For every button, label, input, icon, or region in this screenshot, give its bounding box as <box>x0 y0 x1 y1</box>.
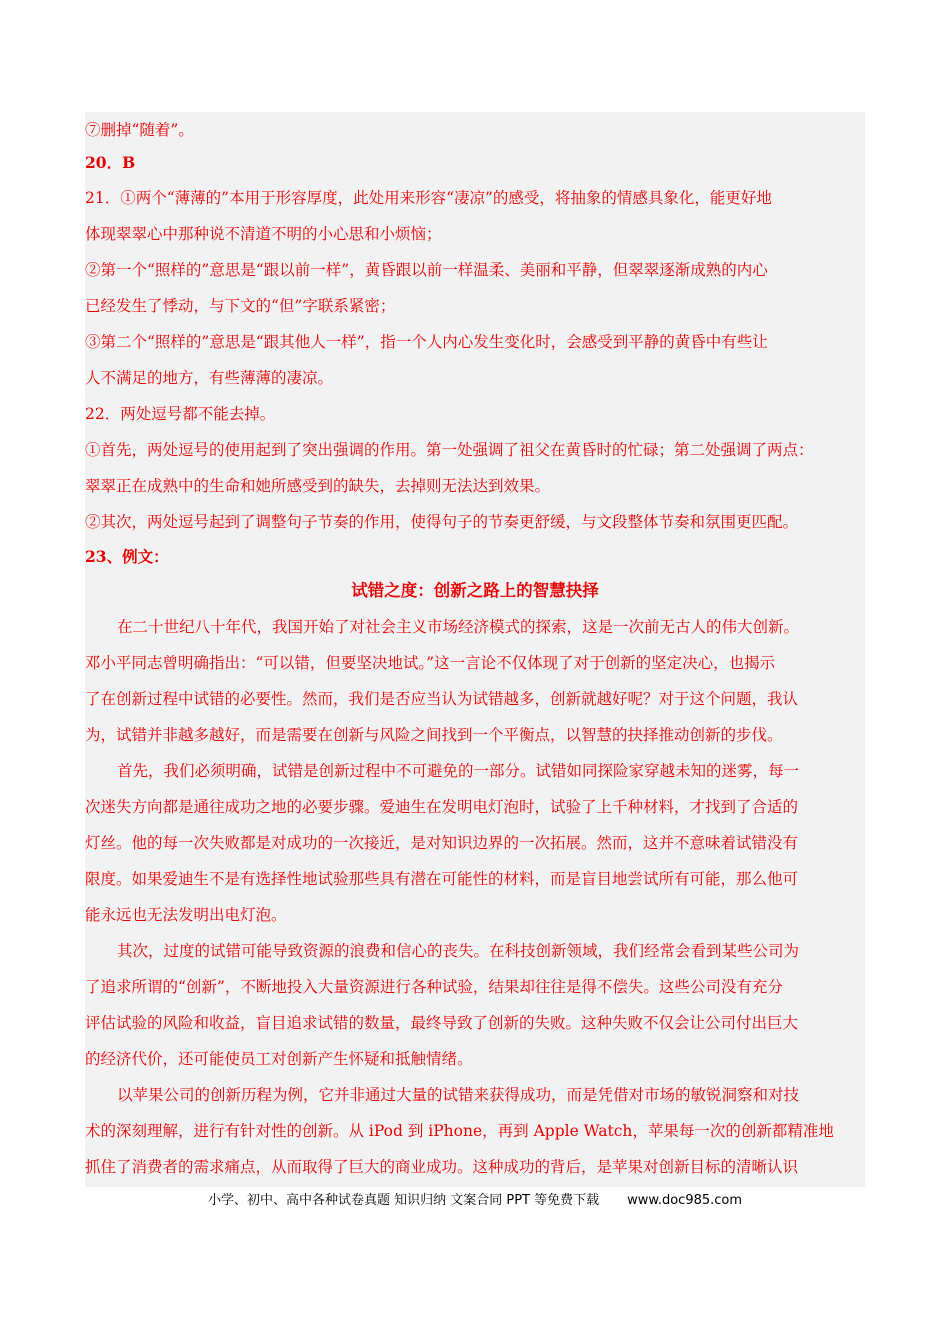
essay-line: 首先，我们必须明确，试错是创新过程中不可避免的一部分。试错如同探险家穿越未知的迷雾，每一 <box>117 762 800 780</box>
answer-21-line: 体现翠翠心中那种说不清道不明的小心思和小烦恼； <box>85 225 442 243</box>
answer-22-line: ②其次，两处逗号起到了调整句子节奏的作用，使得句子的节奏更舒缓，与文段整体节奏和氛围更匹配。 <box>85 513 799 531</box>
essay-line: 抓住了消费者的需求痛点，从而取得了巨大的商业成功。这种成功的背后，是苹果对创新目标的清晰认识 <box>85 1158 799 1176</box>
answer-21-line: ②第一个“照样的”意思是“跟以前一样”，黄昏跟以前一样温柔、美丽和平静，但翠翠逐渐成熟的内心 <box>85 261 768 279</box>
answer-line: ⑦删掉“随着”。 <box>85 121 194 139</box>
essay-line: 为，试错并非越多越好，而是需要在创新与风险之间找到一个平衡点，以智慧的抉择推动创新的步伐。 <box>85 726 783 744</box>
essay-line: 邓小平同志曾明确指出：“可以错，但要坚决地试。”这一言论不仅体现了对于创新的坚定决心，也揭示 <box>85 654 776 672</box>
essay-title: 试错之度：创新之路上的智慧抉择 <box>351 581 599 600</box>
essay-line: 评估试验的风险和收益，盲目追求试错的数量，最终导致了创新的失败。这种失败不仅会让公司付出巨大 <box>85 1014 799 1032</box>
essay-line: 的经济代价，还可能使员工对创新产生怀疑和抵触情绪。 <box>85 1050 473 1068</box>
essay-line: 其次，过度的试错可能导致资源的浪费和信心的丧失。在科技创新领域，我们经常会看到某些公司为 <box>117 942 800 960</box>
page-footer <box>0 1192 950 1210</box>
essay-line: 了在创新过程中试错的必要性。然而，我们是否应当认为试错越多，创新就越好呢？对于这个问题，我认 <box>85 690 799 708</box>
answer-22-line: ①首先，两处逗号的使用起到了突出强调的作用。第一处强调了祖父在黄昏时的忙碌；第二处强调了两点： <box>85 441 814 459</box>
essay-line: 灯丝。他的每一次失败都是对成功的一次接近，是对知识边界的一次拓展。然而，这并不意味着试错没有 <box>85 834 799 852</box>
answer-22: 22．两处逗号都不能去掉。 <box>85 405 276 423</box>
answer-21-line: 21．①两个“薄薄的”本用于形容厚度，此处用来形容“凄凉”的感受，将抽象的情感具象化，能更好地 <box>85 189 772 207</box>
essay-line: 能永远也无法发明出电灯泡。 <box>85 906 287 924</box>
answer-21-line: 人不满足的地方，有些薄薄的凄凉。 <box>85 369 334 387</box>
essay-line: 了追求所谓的“创新”，不断地投入大量资源进行各种试验，结果却往往是得不偿失。这些公司没有充分 <box>85 978 783 996</box>
essay-line: 以苹果公司的创新历程为例，它并非通过大量的试错来获得成功，而是凭借对市场的敏锐洞察和对技 <box>117 1086 800 1104</box>
footer-text: 小学、初中、高中各种试卷真题 知识归纳 文案合同 PPT 等免费下载 <box>207 1193 600 1208</box>
answer-21-line: 已经发生了悸动，与下文的“但”字联系紧密； <box>85 297 396 315</box>
essay-line: 术的深刻理解，进行有针对性的创新。从 iPod 到 iPhone，再到 Apple Watch，苹果每一次的创新都精准地 <box>85 1122 834 1140</box>
answer-20: 20．B <box>85 153 136 172</box>
essay-line: 次迷失方向都是通往成功之地的必要步骤。爱迪生在发明电灯泡时，试验了上千种材料，才找到了合适的 <box>85 798 799 816</box>
essay-line: 在二十世纪八十年代，我国开始了对社会主义市场经济模式的探索，这是一次前无古人的伟大创新。 <box>117 618 800 636</box>
document-page <box>85 112 865 1187</box>
answer-21-line: ③第二个“照样的”意思是“跟其他人一样”，指一个人内心发生变化时，会感受到平静的黄昏中有些让 <box>85 333 768 351</box>
answer-23: 23、例文： <box>85 547 169 566</box>
answer-22-line: 翠翠正在成熟中的生命和她所感受到的缺失，去掉则无法达到效果。 <box>85 477 551 495</box>
essay-line: 限度。如果爱迪生不是有选择性地试验那些具有潜在可能性的材料，而是盲目地尝试所有可能，那么他可 <box>85 870 799 888</box>
footer-url: www.doc985.com <box>627 1193 743 1208</box>
